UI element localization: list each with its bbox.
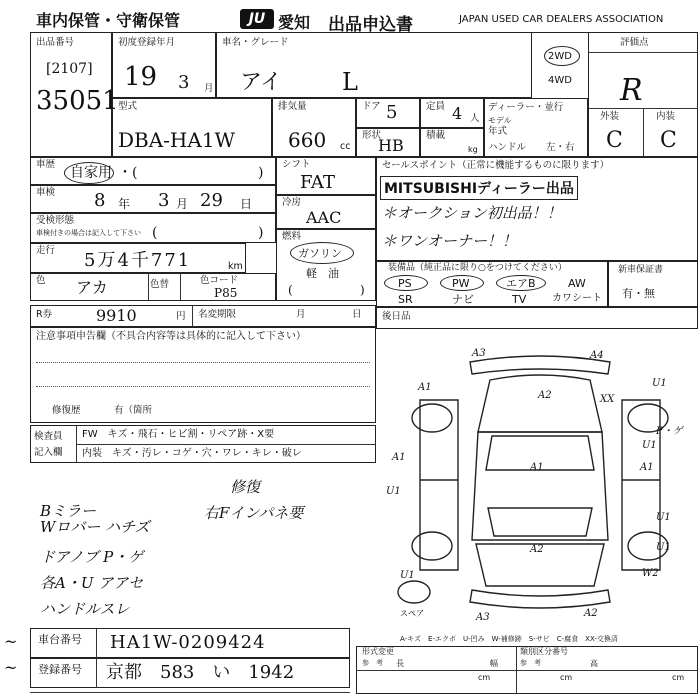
dim-cm-1: cm <box>478 673 491 682</box>
logo-mark: JU <box>248 11 266 27</box>
color-code: P85 <box>214 286 238 300</box>
drive-2wd: 2WD <box>548 51 572 62</box>
damage-legend: A-キズ E-エクボ U-凹み W-補修跡 S-サビ C-腐食 XX-交換済 <box>400 635 618 643</box>
load-label: 積載 <box>426 130 446 141</box>
color-label: 色 <box>36 275 46 286</box>
color-value: アカ <box>76 278 108 297</box>
form-title: 出品申込書 <box>328 15 413 35</box>
cooler-value: AAC <box>306 208 342 227</box>
equip-airbag: エアB <box>506 277 536 290</box>
after-fit-box <box>376 307 698 329</box>
acceptance-note: 車検付きの場合は記入して下さい <box>36 229 141 237</box>
acceptance-paren-close: ) <box>258 225 264 241</box>
ju-logo <box>240 9 274 29</box>
fuel-paren-close: ) <box>360 283 365 297</box>
repair-value: 有（箇所 <box>114 405 153 416</box>
lot-number: 35051 <box>36 86 119 116</box>
drive-4wd: 4WD <box>548 75 572 86</box>
name-change-day: 日 <box>352 309 362 320</box>
registration-year: 19 <box>124 62 158 92</box>
note-right-1: 修復 <box>230 478 261 496</box>
storage-title: 車内保管・守衛保管 <box>36 11 181 30</box>
color-change-label: 色替 <box>150 279 170 290</box>
notes-label: 注意事項申告欄（不具合内容等は具体的に記入して下さい） <box>36 331 306 342</box>
dim-width-label: 幅 <box>490 659 498 668</box>
plate-divider <box>96 658 97 688</box>
inspector-hdivider <box>76 444 376 445</box>
shift-label: シフト <box>282 159 311 170</box>
diagram-wheel-fl <box>412 404 452 432</box>
recycle-divider <box>192 305 193 327</box>
warranty-label: 新車保証書 <box>618 265 664 275</box>
warranty-value: 有・無 <box>622 287 655 300</box>
margin-tilde-1: ~ <box>4 632 18 651</box>
history-value: 自家用 <box>70 165 112 181</box>
mark-u1-left-low: U1 <box>400 570 415 581</box>
cooler-label: 冷房 <box>282 197 302 208</box>
mark-a2-hood: A2 <box>538 390 552 401</box>
handle-label: ハンドル <box>488 142 527 153</box>
mileage-unit: km <box>228 261 243 272</box>
model-name: アイ <box>240 70 283 95</box>
model-grade: L <box>342 68 358 96</box>
inspection-month-unit: 月 <box>176 197 189 211</box>
mark-xx-right: XX <box>600 394 615 405</box>
recycle-unit: 円 <box>176 311 186 322</box>
fuel-alt: 軽 油 <box>306 267 339 280</box>
model-name-label: 車名・グレード <box>222 37 289 48</box>
diagram-rear-window <box>488 508 592 536</box>
history-rest: ・( <box>118 165 138 181</box>
model-year-label-2: 年式 <box>488 126 508 137</box>
recycle-label: R券 <box>36 309 53 320</box>
diagram-rear-bumper <box>470 590 610 608</box>
load-unit: kg <box>468 145 478 154</box>
shift-value: FAT <box>300 172 335 193</box>
lot-code: [2107] <box>46 61 93 77</box>
inspector-row-2: 内装 キズ・汚レ・コゲ・穴・ワレ・キレ・破レ <box>82 448 302 459</box>
doors-value: 5 <box>386 102 398 123</box>
eval-vdivider <box>643 108 644 157</box>
bottom-strip <box>30 692 350 693</box>
mark-a2-bottom: A2 <box>584 608 598 619</box>
eval-divider <box>588 52 698 53</box>
mileage-value: 5万4千771 <box>84 250 192 271</box>
fuel-label: 燃料 <box>282 231 302 242</box>
mark-a4-top: A4 <box>590 350 604 361</box>
exterior-grade: C <box>606 128 623 153</box>
shape-label: 形状 <box>362 130 382 141</box>
chassis-label: 車台番号 <box>38 633 82 646</box>
diagram-hood <box>478 375 602 432</box>
interior-grade: C <box>660 128 677 153</box>
diagram-front-bumper <box>470 356 610 374</box>
evaluation-score: R <box>620 73 643 108</box>
selling-brand-line: MITSUBISHIディーラー出品 <box>380 176 578 200</box>
mark-a1-left: A1 <box>418 382 432 393</box>
note-right-2: 右Fインパネ要 <box>204 504 304 522</box>
capacity-label: 定員 <box>426 101 446 112</box>
notes-line-1 <box>36 362 370 363</box>
dim-length-label: 長 <box>396 659 404 668</box>
displacement-unit: cc <box>340 141 351 152</box>
car-damage-diagram <box>380 340 698 630</box>
shape-change-label: 形式変更 <box>362 647 394 656</box>
selling-points-label: セールスポイント（正常に機能するものに限ります） <box>382 160 610 171</box>
diagram-wheel-rl <box>412 532 452 560</box>
dim-height-label: 高 <box>590 659 598 668</box>
equipment-label: 装備品（純正品に限り○をつけてください） <box>388 263 567 273</box>
capacity-value: 4 <box>452 104 463 123</box>
note-line-2: Wロバー ハチズ <box>40 518 150 536</box>
chassis-number: HA1W-0209424 <box>110 632 266 653</box>
mark-a3-top: A3 <box>472 348 486 359</box>
evaluation-label: 評価点 <box>620 37 649 48</box>
inspection-day: 29 <box>200 190 223 211</box>
mark-p-ge: P・ゲ <box>656 426 683 437</box>
repair-label: 修復歴 <box>52 405 81 416</box>
spare-label: スペア <box>400 609 424 618</box>
handle-options: 左・右 <box>546 142 575 153</box>
org-name: 愛知 <box>278 13 311 32</box>
equip-navi: ナビ <box>452 293 474 306</box>
plate-number: 京都 583 い 1942 <box>106 662 295 683</box>
registration-month: 3 <box>178 72 190 93</box>
class-change-label: 類別区分番号 <box>520 647 568 656</box>
equip-ps: PS <box>398 277 412 290</box>
color-divider <box>148 273 149 301</box>
mark-a2-center: A2 <box>530 544 544 555</box>
fuel-paren-open: ( <box>288 283 293 297</box>
color-divider-2 <box>180 273 181 301</box>
mark-u1-right-bottom: U1 <box>656 542 671 553</box>
model-year-label-1: モデル <box>488 116 512 125</box>
equip-tv: TV <box>512 293 527 306</box>
history-label: 車歴 <box>36 159 56 170</box>
inspection-month: 3 <box>158 190 170 211</box>
selling-point-2: ＊ワンオーナー！！ <box>382 232 518 250</box>
inspection-label: 車検 <box>36 187 56 198</box>
doors-label: ドア <box>362 101 381 112</box>
equip-leather: カワシート <box>552 293 602 304</box>
inspection-year-unit: 年 <box>118 197 131 211</box>
mark-u1-left-mid: U1 <box>386 486 401 497</box>
displacement-label: 排気量 <box>278 101 307 112</box>
acceptance-label: 受検形態 <box>36 215 75 226</box>
margin-tilde-2: ~ <box>4 658 18 677</box>
diagram-cabin <box>472 432 608 540</box>
dealer-label: ディーラー・並行 <box>488 102 564 113</box>
inspection-day-unit: 日 <box>240 197 253 211</box>
inspector-label-2: 記入欄 <box>34 447 63 458</box>
note-line-3: ドアノブ P・ゲ <box>40 548 144 566</box>
mark-w2-right: W2 <box>642 568 659 579</box>
registration-month-unit: 月 <box>204 83 214 94</box>
dim-cm-3: cm <box>672 673 685 682</box>
chassis-divider <box>96 628 97 658</box>
registration-label: 初度登録年月 <box>118 37 176 48</box>
color-code-label: 色コード <box>200 275 239 286</box>
diagram-spare-wheel <box>398 581 430 603</box>
note-line-1: Bミラー <box>40 502 97 520</box>
mark-a1-center: A1 <box>530 462 544 473</box>
class-change-ref: 参 考 <box>520 659 541 667</box>
mark-u1-right-low: U1 <box>656 512 671 523</box>
mark-u1-right-mid: U1 <box>642 440 657 451</box>
notes-line-2 <box>36 386 370 387</box>
mark-a1-right: A1 <box>640 462 654 473</box>
shape-change-ref: 参 考 <box>362 659 383 667</box>
equip-aw: AW <box>568 277 586 290</box>
mark-a1-left-top: A1 <box>392 452 406 463</box>
name-change-month: 月 <box>296 309 306 320</box>
interior-label: 内装 <box>656 111 676 122</box>
capacity-unit: 人 <box>470 113 480 124</box>
model-type: DBA-HA1W <box>118 128 236 152</box>
plate-label: 登録番号 <box>38 663 82 676</box>
inspection-year: 8 <box>94 190 106 211</box>
inspector-label-1: 検査員 <box>34 431 63 442</box>
mark-u1-right-top: U1 <box>652 378 667 389</box>
after-fit-label: 後日品 <box>382 311 411 322</box>
dim-cm-2: cm <box>560 673 573 682</box>
name-change-label: 名変期限 <box>198 309 237 320</box>
displacement-value: 660 <box>288 128 327 152</box>
dimensions-hdivider <box>356 670 698 671</box>
lot-number-label: 出品番号 <box>36 37 75 48</box>
history-close: ) <box>258 165 264 181</box>
recycle-value: 9910 <box>96 306 137 325</box>
acceptance-paren-open: ( <box>152 225 158 241</box>
mark-a3-bottom: A3 <box>476 612 490 623</box>
exterior-label: 外装 <box>600 111 620 122</box>
equip-sr: SR <box>398 293 413 306</box>
note-line-4: 各A・U アアセ <box>40 574 144 592</box>
note-line-5: ハンドルスレ <box>40 600 130 618</box>
equip-pw: PW <box>452 277 470 290</box>
shape-value: HB <box>378 136 404 155</box>
type-label: 型式 <box>118 101 138 112</box>
mileage-label: 走行 <box>36 245 56 256</box>
selling-point-1: ＊オークション初出品！！ <box>382 204 562 222</box>
association-name: JAPAN USED CAR DEALERS ASSOCIATION <box>459 14 664 25</box>
inspector-row-1: FW キズ・飛石・ヒビ割・リペア跡・X要 <box>82 429 275 440</box>
fuel-value: ガソリン <box>298 247 342 260</box>
